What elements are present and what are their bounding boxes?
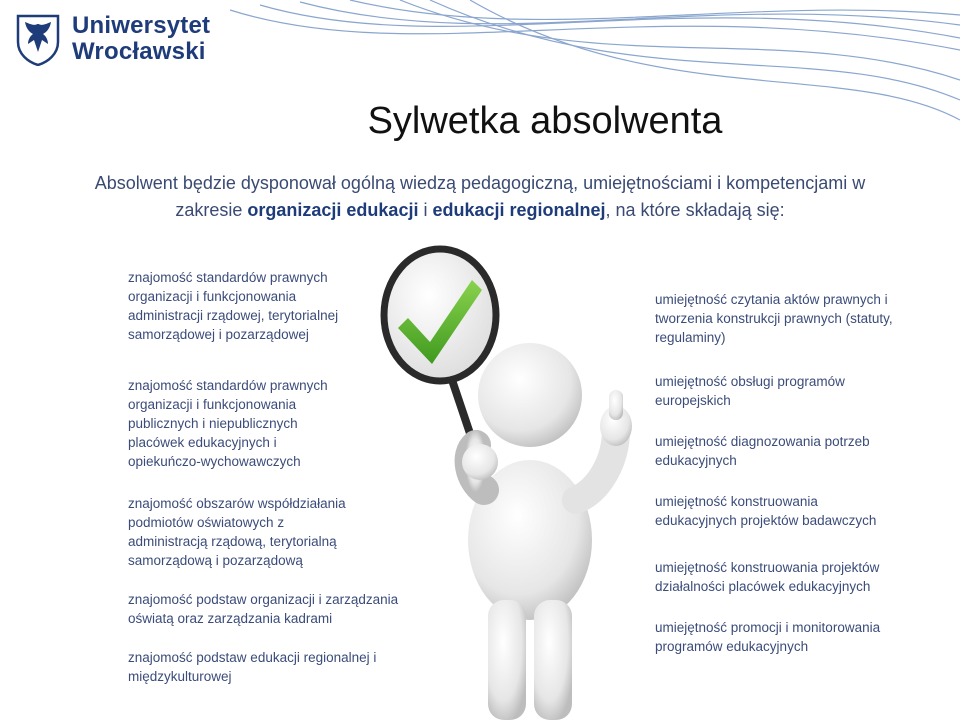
intro-text-3: , na które składają się:: [605, 200, 785, 220]
skill-item-1: umiejętność czytania aktów prawnych i tworzenia konstrukcji prawnych (statuty, regulaminy): [655, 292, 893, 345]
knowledge-item-3: znajomość obszarów współdziałania podmiotów oświatowych z administracją rządową, terytorialną samorządową i pozarządową: [128, 496, 346, 568]
knowledge-item-2: znajomość standardów prawnych organizacji i funkcjonowania publicznych i niepublicznych placówek edukacyjnych i opiekuńczo-wychowawczych: [128, 378, 328, 469]
knowledge-item-4: znajomość podstaw organizacji i zarządzania oświatą oraz zarządzania kadrami: [128, 592, 399, 626]
university-eagle-crest-icon: [14, 12, 62, 66]
knowledge-item-5: znajomość podstaw edukacji regionalnej i międzykulturowej: [128, 650, 377, 684]
skill-item-6: umiejętność promocji i monitorowania programów edukacyjnych: [655, 620, 881, 654]
intro-paragraph: [90, 170, 870, 224]
skill-item-2: umiejętność obsługi programów europejskich: [655, 374, 845, 408]
university-logo: [14, 12, 210, 66]
skills-list: [655, 290, 945, 658]
skill-item-3: umiejętność diagnozowania potrzeb edukacyjnych: [655, 434, 870, 468]
knowledge-list: [128, 268, 413, 688]
person-holding-checkmark-sign-icon: [380, 240, 670, 720]
knowledge-item-1: znajomość standardów prawnych organizacji i funkcjonowania administracji rządowej, terytorialnej samorządowej i pozarządowej: [128, 270, 339, 342]
skill-item-5: umiejętność konstruowania projektów działalności placówek edukacyjnych: [655, 560, 880, 594]
skill-item-4: umiejętność konstruowania edukacyjnych projektów badawczych: [655, 494, 877, 528]
page-title: Sylwetka absolwenta: [367, 100, 723, 142]
intro-bold-1: organizacji edukacji: [247, 200, 419, 220]
intro-text-2: i: [418, 200, 433, 220]
logo-line-1: Uniwersytet: [72, 12, 211, 39]
intro-text-1: Absolwent będzie dysponował ogólną wiedzą pedagogiczną, umiejętnościami i kompetencjami w zakresie: [94, 173, 866, 220]
logo-line-2: Wrocławski: [72, 38, 206, 65]
intro-bold-2: edukacji regionalnej: [432, 200, 606, 220]
